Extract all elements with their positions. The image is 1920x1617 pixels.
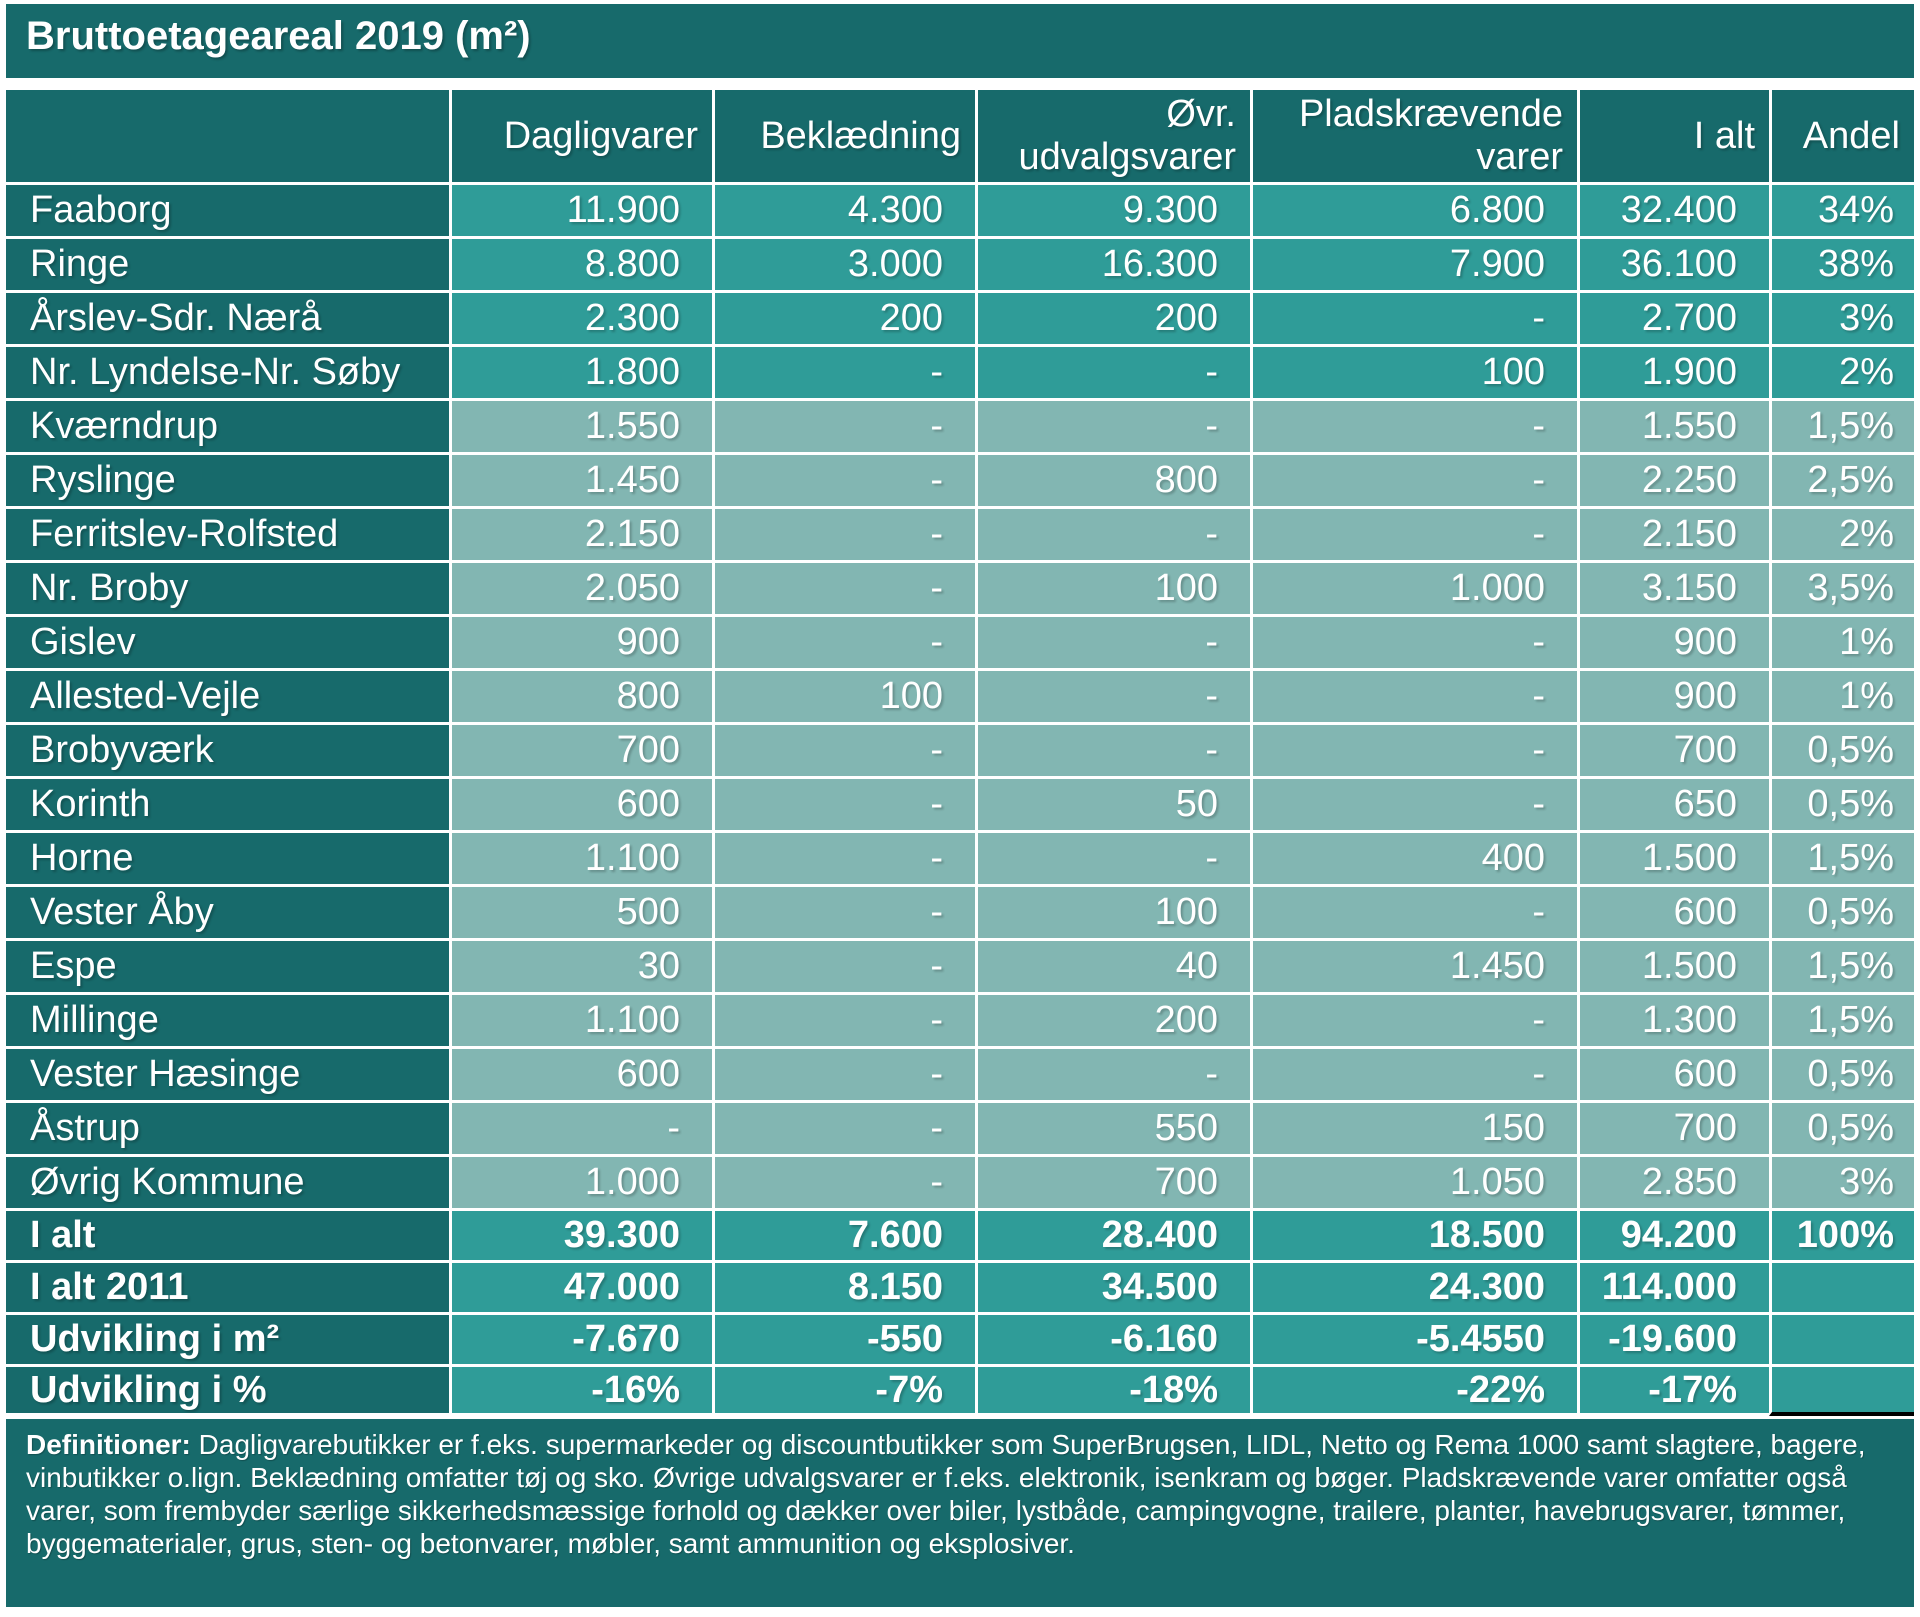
header-cell-dagligvarer[interactable]: Dagligvarer xyxy=(449,87,712,182)
cell-beklaedning[interactable]: - xyxy=(712,1100,975,1154)
cell-beklaedning[interactable]: - xyxy=(712,884,975,938)
cell-dagligvarer[interactable]: -7.670 xyxy=(449,1312,712,1364)
cell-andel[interactable]: 0,5% xyxy=(1769,776,1914,830)
table-row xyxy=(6,722,1914,776)
cell-beklaedning[interactable]: 200 xyxy=(712,290,975,344)
header-cell-andel[interactable]: Andel xyxy=(1769,87,1914,182)
cell-beklaedning[interactable]: - xyxy=(712,344,975,398)
cell-pladskraevende-varer[interactable]: - xyxy=(1250,884,1577,938)
cell-andel[interactable]: 3,5% xyxy=(1769,560,1914,614)
table-row xyxy=(6,614,1914,668)
row-label[interactable]: Allested-Vejle xyxy=(6,668,449,722)
cell-ovr-udvalgsvarer[interactable]: - xyxy=(975,1046,1250,1100)
cell-i-alt[interactable]: 2.250 xyxy=(1577,452,1769,506)
cell-ovr-udvalgsvarer[interactable]: - xyxy=(975,668,1250,722)
cell-beklaedning[interactable]: - xyxy=(712,1154,975,1208)
cell-andel[interactable] xyxy=(1769,1312,1914,1364)
cell-beklaedning[interactable]: - xyxy=(712,992,975,1046)
cell-pladskraevende-varer[interactable]: 1.050 xyxy=(1250,1154,1577,1208)
row-label[interactable]: Nr. Broby xyxy=(6,560,449,614)
cell-ovr-udvalgsvarer[interactable]: 800 xyxy=(975,452,1250,506)
cell-andel[interactable]: 2% xyxy=(1769,344,1914,398)
row-label[interactable]: Kværndrup xyxy=(6,398,449,452)
row-label[interactable]: Millinge xyxy=(6,992,449,1046)
cell-ovr-udvalgsvarer[interactable]: 40 xyxy=(975,938,1250,992)
cell-pladskraevende-varer[interactable]: - xyxy=(1250,506,1577,560)
cell-ovr-udvalgsvarer[interactable]: 550 xyxy=(975,1100,1250,1154)
cell-beklaedning[interactable]: - xyxy=(712,614,975,668)
cell-dagligvarer[interactable]: 500 xyxy=(449,884,712,938)
cell-andel[interactable]: 0,5% xyxy=(1769,722,1914,776)
cell-i-alt[interactable]: 650 xyxy=(1577,776,1769,830)
cell-dagligvarer[interactable]: 800 xyxy=(449,668,712,722)
cell-dagligvarer[interactable]: 1.450 xyxy=(449,452,712,506)
cell-pladskraevende-varer[interactable]: - xyxy=(1250,614,1577,668)
cell-andel[interactable]: 1,5% xyxy=(1769,830,1914,884)
cell-dagligvarer[interactable]: 1.550 xyxy=(449,398,712,452)
cell-dagligvarer[interactable]: -16% xyxy=(449,1364,712,1416)
cell-i-alt[interactable]: 700 xyxy=(1577,722,1769,776)
cell-beklaedning[interactable]: - xyxy=(712,776,975,830)
cell-ovr-udvalgsvarer[interactable]: -18% xyxy=(975,1364,1250,1416)
cell-dagligvarer[interactable]: 600 xyxy=(449,1046,712,1100)
cell-i-alt[interactable]: 36.100 xyxy=(1577,236,1769,290)
cell-andel[interactable]: 1,5% xyxy=(1769,992,1914,1046)
cell-ovr-udvalgsvarer[interactable]: - xyxy=(975,614,1250,668)
table-row xyxy=(6,560,1914,614)
cell-i-alt[interactable]: 94.200 xyxy=(1577,1208,1769,1260)
cell-beklaedning[interactable]: -7% xyxy=(712,1364,975,1416)
cell-andel[interactable]: 0,5% xyxy=(1769,1100,1914,1154)
row-label[interactable]: Espe xyxy=(6,938,449,992)
cell-andel[interactable]: 1% xyxy=(1769,614,1914,668)
row-label[interactable]: Åstrup xyxy=(6,1100,449,1154)
header-cell-beklaedning[interactable]: Beklædning xyxy=(712,87,975,182)
cell-pladskraevende-varer[interactable]: 18.500 xyxy=(1250,1208,1577,1260)
cell-andel[interactable]: 1% xyxy=(1769,668,1914,722)
header-cell-i-alt[interactable]: I alt xyxy=(1577,87,1769,182)
cell-ovr-udvalgsvarer[interactable]: 100 xyxy=(975,884,1250,938)
summary-row xyxy=(6,1312,1914,1364)
cell-andel[interactable]: 1,5% xyxy=(1769,398,1914,452)
row-label[interactable]: Udvikling i % xyxy=(6,1364,449,1416)
table-row xyxy=(6,452,1914,506)
cell-andel[interactable]: 34% xyxy=(1769,182,1914,236)
table-row xyxy=(6,1154,1914,1208)
cell-pladskraevende-varer[interactable]: - xyxy=(1250,1046,1577,1100)
cell-i-alt[interactable]: 2.850 xyxy=(1577,1154,1769,1208)
row-label[interactable]: Vester Hæsinge xyxy=(6,1046,449,1100)
cell-i-alt[interactable]: 700 xyxy=(1577,1100,1769,1154)
cell-beklaedning[interactable]: - xyxy=(712,830,975,884)
definitions-note xyxy=(6,1419,1914,1607)
cell-pladskraevende-varer[interactable]: - xyxy=(1250,668,1577,722)
cell-ovr-udvalgsvarer[interactable]: 9.300 xyxy=(975,182,1250,236)
cell-dagligvarer[interactable]: 47.000 xyxy=(449,1260,712,1312)
cell-dagligvarer[interactable]: - xyxy=(449,1100,712,1154)
cell-beklaedning[interactable]: - xyxy=(712,506,975,560)
cell-andel[interactable]: 0,5% xyxy=(1769,1046,1914,1100)
cell-dagligvarer[interactable]: 8.800 xyxy=(449,236,712,290)
cell-andel[interactable]: 3% xyxy=(1769,1154,1914,1208)
row-label[interactable]: Horne xyxy=(6,830,449,884)
page-title: Bruttoetageareal 2019 (m²) xyxy=(6,4,1914,78)
cell-pladskraevende-varer[interactable]: 6.800 xyxy=(1250,182,1577,236)
cell-pladskraevende-varer[interactable]: - xyxy=(1250,398,1577,452)
cell-ovr-udvalgsvarer[interactable]: - xyxy=(975,830,1250,884)
cell-i-alt[interactable]: 900 xyxy=(1577,614,1769,668)
header-row xyxy=(6,87,1914,182)
cell-beklaedning[interactable]: -550 xyxy=(712,1312,975,1364)
row-label[interactable]: Faaborg xyxy=(6,182,449,236)
cell-i-alt[interactable]: 600 xyxy=(1577,884,1769,938)
cell-pladskraevende-varer[interactable]: - xyxy=(1250,722,1577,776)
header-cell-ovr-udvalgsvarer[interactable]: Øvr. udvalgsvarer xyxy=(975,87,1250,182)
cell-i-alt[interactable]: -19.600 xyxy=(1577,1312,1769,1364)
row-label[interactable]: I alt 2011 xyxy=(6,1260,449,1312)
table-row xyxy=(6,830,1914,884)
table-row xyxy=(6,290,1914,344)
cell-i-alt[interactable]: -17% xyxy=(1577,1364,1769,1416)
header-cell-pladskraevende-varer[interactable]: Pladskrævende varer xyxy=(1250,87,1577,182)
table-row xyxy=(6,1100,1914,1154)
table-row xyxy=(6,182,1914,236)
cell-pladskraevende-varer[interactable]: - xyxy=(1250,776,1577,830)
cell-andel[interactable]: 100% xyxy=(1769,1208,1914,1260)
row-label[interactable]: Ryslinge xyxy=(6,452,449,506)
cell-i-alt[interactable]: 32.400 xyxy=(1577,182,1769,236)
row-label[interactable]: I alt xyxy=(6,1208,449,1260)
cell-pladskraevende-varer[interactable]: -22% xyxy=(1250,1364,1577,1416)
cell-beklaedning[interactable]: - xyxy=(712,938,975,992)
cell-i-alt[interactable]: 900 xyxy=(1577,668,1769,722)
cell-beklaedning[interactable]: 7.600 xyxy=(712,1208,975,1260)
cell-i-alt[interactable]: 1.550 xyxy=(1577,398,1769,452)
cell-i-alt[interactable]: 600 xyxy=(1577,1046,1769,1100)
row-label[interactable]: Nr. Lyndelse-Nr. Søby xyxy=(6,344,449,398)
cell-andel[interactable]: 38% xyxy=(1769,236,1914,290)
row-label[interactable]: Brobyværk xyxy=(6,722,449,776)
row-label[interactable]: Udvikling i m² xyxy=(6,1312,449,1364)
cell-dagligvarer[interactable]: 600 xyxy=(449,776,712,830)
cell-ovr-udvalgsvarer[interactable]: 200 xyxy=(975,290,1250,344)
cell-andel[interactable]: 0,5% xyxy=(1769,884,1914,938)
cell-beklaedning[interactable]: - xyxy=(712,1046,975,1100)
summary-row xyxy=(6,1364,1914,1416)
row-label[interactable]: Korinth xyxy=(6,776,449,830)
cell-i-alt[interactable]: 2.150 xyxy=(1577,506,1769,560)
cell-ovr-udvalgsvarer[interactable]: 34.500 xyxy=(975,1260,1250,1312)
table-row xyxy=(6,344,1914,398)
cell-pladskraevende-varer[interactable]: - xyxy=(1250,992,1577,1046)
cell-andel[interactable]: 3% xyxy=(1769,290,1914,344)
table-row xyxy=(6,884,1914,938)
cell-ovr-udvalgsvarer[interactable]: -6.160 xyxy=(975,1312,1250,1364)
cell-ovr-udvalgsvarer[interactable]: - xyxy=(975,398,1250,452)
cell-dagligvarer[interactable]: 2.050 xyxy=(449,560,712,614)
cell-andel[interactable] xyxy=(1769,1260,1914,1312)
cell-ovr-udvalgsvarer[interactable]: - xyxy=(975,506,1250,560)
table-row xyxy=(6,1046,1914,1100)
summary-row xyxy=(6,1208,1914,1260)
table-row xyxy=(6,506,1914,560)
cell-ovr-udvalgsvarer[interactable]: 16.300 xyxy=(975,236,1250,290)
cell-beklaedning[interactable]: 100 xyxy=(712,668,975,722)
cell-ovr-udvalgsvarer[interactable]: 200 xyxy=(975,992,1250,1046)
cell-ovr-udvalgsvarer[interactable]: 50 xyxy=(975,776,1250,830)
cell-i-alt[interactable]: 1.900 xyxy=(1577,344,1769,398)
cell-dagligvarer[interactable]: 2.150 xyxy=(449,506,712,560)
cell-i-alt[interactable]: 1.300 xyxy=(1577,992,1769,1046)
row-label[interactable]: Ferritslev-Rolfsted xyxy=(6,506,449,560)
cell-beklaedning[interactable]: - xyxy=(712,560,975,614)
table-row xyxy=(6,236,1914,290)
cell-beklaedning[interactable]: 8.150 xyxy=(712,1260,975,1312)
cell-dagligvarer[interactable]: 1.800 xyxy=(449,344,712,398)
table-row xyxy=(6,992,1914,1046)
cell-pladskraevende-varer[interactable]: 24.300 xyxy=(1250,1260,1577,1312)
cell-dagligvarer[interactable]: 1.100 xyxy=(449,830,712,884)
cell-ovr-udvalgsvarer[interactable]: 100 xyxy=(975,560,1250,614)
row-label[interactable]: Ringe xyxy=(6,236,449,290)
cell-i-alt[interactable]: 3.150 xyxy=(1577,560,1769,614)
cell-andel[interactable] xyxy=(1769,1364,1914,1416)
cell-pladskraevende-varer[interactable]: 150 xyxy=(1250,1100,1577,1154)
cell-dagligvarer[interactable]: 1.100 xyxy=(449,992,712,1046)
cell-pladskraevende-varer[interactable]: - xyxy=(1250,452,1577,506)
cell-dagligvarer[interactable]: 2.300 xyxy=(449,290,712,344)
cell-i-alt[interactable]: 2.700 xyxy=(1577,290,1769,344)
cell-dagligvarer[interactable]: 1.000 xyxy=(449,1154,712,1208)
row-label[interactable]: Årslev-Sdr. Nærå xyxy=(6,290,449,344)
row-label[interactable]: Vester Åby xyxy=(6,884,449,938)
table-row xyxy=(6,398,1914,452)
cell-beklaedning[interactable]: - xyxy=(712,722,975,776)
table-row xyxy=(6,776,1914,830)
cell-dagligvarer[interactable]: 11.900 xyxy=(449,182,712,236)
cell-ovr-udvalgsvarer[interactable]: 700 xyxy=(975,1154,1250,1208)
cell-i-alt[interactable]: 1.500 xyxy=(1577,938,1769,992)
cell-andel[interactable]: 1,5% xyxy=(1769,938,1914,992)
cell-pladskraevende-varer[interactable]: 7.900 xyxy=(1250,236,1577,290)
table-row xyxy=(6,938,1914,992)
cell-andel[interactable]: 2,5% xyxy=(1769,452,1914,506)
cell-i-alt[interactable]: 114.000 xyxy=(1577,1260,1769,1312)
cell-pladskraevende-varer[interactable]: 1.000 xyxy=(1250,560,1577,614)
row-label[interactable]: Gislev xyxy=(6,614,449,668)
definitions-label: Definitioner: xyxy=(26,1429,191,1460)
header-cell-empty[interactable] xyxy=(6,87,449,182)
row-label[interactable]: Øvrig Kommune xyxy=(6,1154,449,1208)
cell-pladskraevende-varer[interactable]: - xyxy=(1250,290,1577,344)
cell-ovr-udvalgsvarer[interactable]: - xyxy=(975,722,1250,776)
cell-i-alt[interactable]: 1.500 xyxy=(1577,830,1769,884)
cell-andel[interactable]: 2% xyxy=(1769,506,1914,560)
cell-ovr-udvalgsvarer[interactable]: - xyxy=(975,344,1250,398)
cell-pladskraevende-varer[interactable]: 400 xyxy=(1250,830,1577,884)
cell-beklaedning[interactable]: 4.300 xyxy=(712,182,975,236)
cell-pladskraevende-varer[interactable]: 1.450 xyxy=(1250,938,1577,992)
cell-beklaedning[interactable]: - xyxy=(712,452,975,506)
data-table xyxy=(6,87,1914,1416)
cell-pladskraevende-varer[interactable]: -5.4550 xyxy=(1250,1312,1577,1364)
cell-dagligvarer[interactable]: 700 xyxy=(449,722,712,776)
cell-dagligvarer[interactable]: 30 xyxy=(449,938,712,992)
table-row xyxy=(6,668,1914,722)
cell-beklaedning[interactable]: 3.000 xyxy=(712,236,975,290)
cell-ovr-udvalgsvarer[interactable]: 28.400 xyxy=(975,1208,1250,1260)
summary-row xyxy=(6,1260,1914,1312)
definitions-text: Dagligvarebutikker er f.eks. supermarkeder og discountbutikker som SuperBrugsen, LIDL, Netto og Rema 1000 samt slagtere, bagere, vinbutikker o.lign. Beklædning omfatter tøj og sko. Øvrige udvalgsvarer er f.eks. elektronik, isenkram og bøger. Pladskrævende varer omfatter også varer, som frembyder særlige sikkerhedsmæssige forhold og dækker over biler, lystbåde, campingvogne, trailere, planter, havebrugsvarer, tømmer, byggematerialer, grus, sten- og betonvarer, møbler, samt ammunition og eksplosiver. xyxy=(26,1429,1866,1559)
cell-dagligvarer[interactable]: 39.300 xyxy=(449,1208,712,1260)
cell-beklaedning[interactable]: - xyxy=(712,398,975,452)
cell-dagligvarer[interactable]: 900 xyxy=(449,614,712,668)
cell-pladskraevende-varer[interactable]: 100 xyxy=(1250,344,1577,398)
